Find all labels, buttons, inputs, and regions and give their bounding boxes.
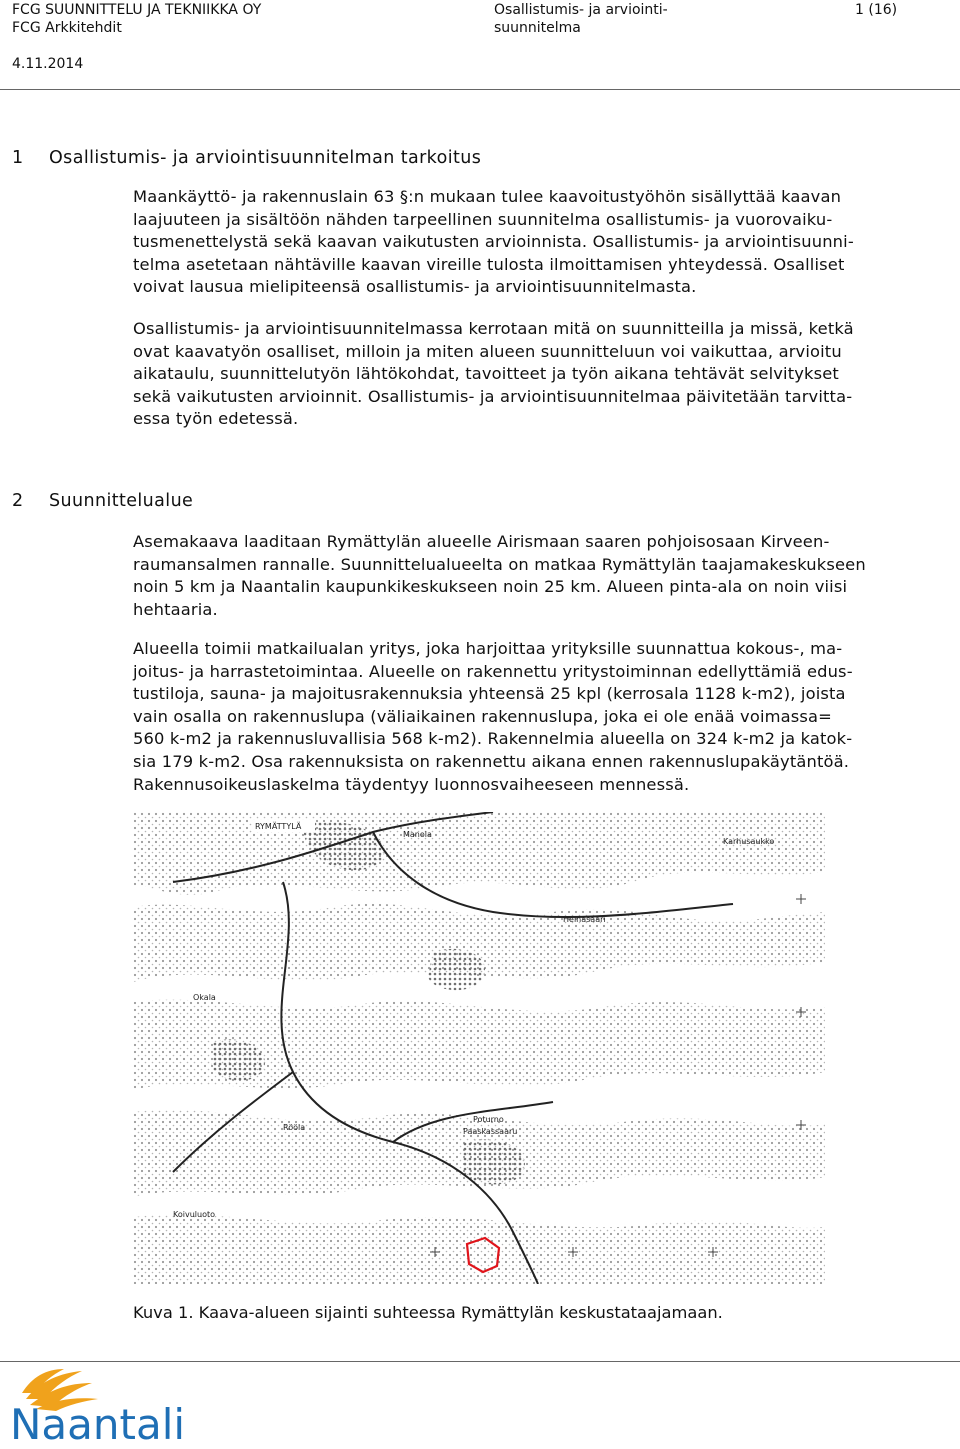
document-title-line2: suunnitelma <box>494 20 581 36</box>
section2-paragraph2 <box>133 638 953 796</box>
text-line: tustiloja, sauna- ja majoitusrakennuksia yhteensä 25 kpl (kerrosala 1128 k-m2), joista <box>133 684 846 704</box>
map-label-koivuluoto: Koivuluoto <box>173 1210 215 1219</box>
text-line: noin 5 km ja Naantalin kaupunkikeskukseen noin 25 km. Alueen pinta-ala on noin viisi <box>133 577 848 597</box>
section1-paragraph1 <box>133 186 953 299</box>
text-line: joitus- ja harrastetoimintaa. Alueelle on rakennettu yritystoiminnan edellyttämiä edus- <box>133 661 853 681</box>
company-unit: FCG Arkkitehdit <box>12 20 122 36</box>
page-number: 1 (16) <box>855 2 898 18</box>
header-divider <box>0 89 960 90</box>
section1-heading: Osallistumis- ja arviointisuunnitelman tarkoitus <box>49 148 482 168</box>
text-line: hehtaaria. <box>133 599 218 619</box>
map-label-manola: Manola <box>403 830 432 839</box>
text-line: raumansalmen rannalle. Suunnittelualueelta on matkaa Rymättylän taajamakeskukseen <box>133 554 866 574</box>
text-line: tusmenettelystä sekä kaavan vaikutusten arvioinnista. Osallistumis- ja arviointisuunni- <box>133 232 854 252</box>
map-label-okala: Okala <box>193 993 216 1002</box>
text-line: 560 k-m2 ja rakennusluvallisia 568 k-m2). Rakennelmia alueella on 324 k-m2 ja katok- <box>133 729 853 749</box>
text-line: aikataulu, suunnittelutyön lähtökohdat, tavoitteet ja työn aikana tehtävät selvitykset <box>133 364 839 384</box>
map-label-poturno: Poturno <box>473 1115 504 1124</box>
text-line: voivat lausua mielipiteensä osallistumis- ja arviointisuunnitelmasta. <box>133 277 697 297</box>
logo-text: Naantali <box>10 1400 186 1445</box>
text-line: Rakennusoikeuslaskelma täydentyy luonnosvaiheeseen mennessä. <box>133 774 690 794</box>
text-line: laajuuteen ja sisältöön nähden tarpeellinen suunnitelma osallistumis- ja vuorovaiku- <box>133 209 833 229</box>
land-areas <box>133 812 825 1284</box>
document-title-line1: Osallistumis- ja arviointi- <box>494 2 668 18</box>
text-line: Osallistumis- ja arviointisuunnitelmassa kerrotaan mitä on suunnitteilla ja missä, ketkä <box>133 319 854 338</box>
location-map <box>133 812 825 1284</box>
naantali-logo <box>10 1369 200 1445</box>
section2-number: 2 <box>12 491 24 511</box>
figure-caption: Kuva 1. Kaava-alueen sijainti suhteessa Rymättylän keskustataajamaan. <box>133 1303 723 1322</box>
footer-divider <box>0 1361 960 1362</box>
text-line: vain osalla on rakennuslupa (väliaikainen rakennuslupa, joka ei ole enää voimassa= <box>133 706 832 726</box>
map-drawing <box>133 812 825 1284</box>
company-name: FCG SUUNNITTELU JA TEKNIIKKA OY <box>12 2 262 18</box>
text-line: sekä vaikutusten arvioinnit. Osallistumis- ja arviointisuunnitelmaa päivitetään tarvitta- <box>133 386 853 406</box>
map-label-rymattyla: RYMÄTTYLÄ <box>255 822 302 831</box>
map-label-roola: Rööla <box>283 1123 306 1132</box>
text-line: ovat kaavatyön osalliset, milloin ja miten alueen suunnitteluun voi vaikuttaa, arvioitu <box>133 341 842 361</box>
section2-heading: Suunnittelualue <box>49 491 194 511</box>
text-line: Asemakaava laaditaan Rymättylän alueelle Airismaan saaren pohjoisosaan Kirveen- <box>133 532 830 551</box>
text-line: essa työn edetessä. <box>133 409 299 429</box>
map-label-heinasaari: Heinäsaari <box>563 915 606 924</box>
section2-paragraph1 <box>133 531 953 621</box>
section1-paragraph2 <box>133 318 953 431</box>
text-line: Alueella toimii matkailualan yritys, joka harjoittaa yrityksille suunnattua kokous-, ma- <box>133 639 843 658</box>
map-label-karhusaukko: Karhusaukko <box>723 837 775 846</box>
map-label-paaskassaaru: Paaskassaaru <box>463 1127 518 1136</box>
text-line: Maankäyttö- ja rakennuslain 63 §:n mukaan tulee kaavoitustyöhön sisällyttää kaavan <box>133 187 842 206</box>
text-line: sia 179 k-m2. Osa rakennuksista on rakennettu aikana ennen rakennuslupakäytäntöä. <box>133 751 850 771</box>
text-line: telma asetetaan nähtäville kaavan vireille tulosta ilmoittamisen yhteydessä. Osalliset <box>133 254 845 274</box>
document-date: 4.11.2014 <box>12 56 84 72</box>
section1-number: 1 <box>12 148 24 168</box>
